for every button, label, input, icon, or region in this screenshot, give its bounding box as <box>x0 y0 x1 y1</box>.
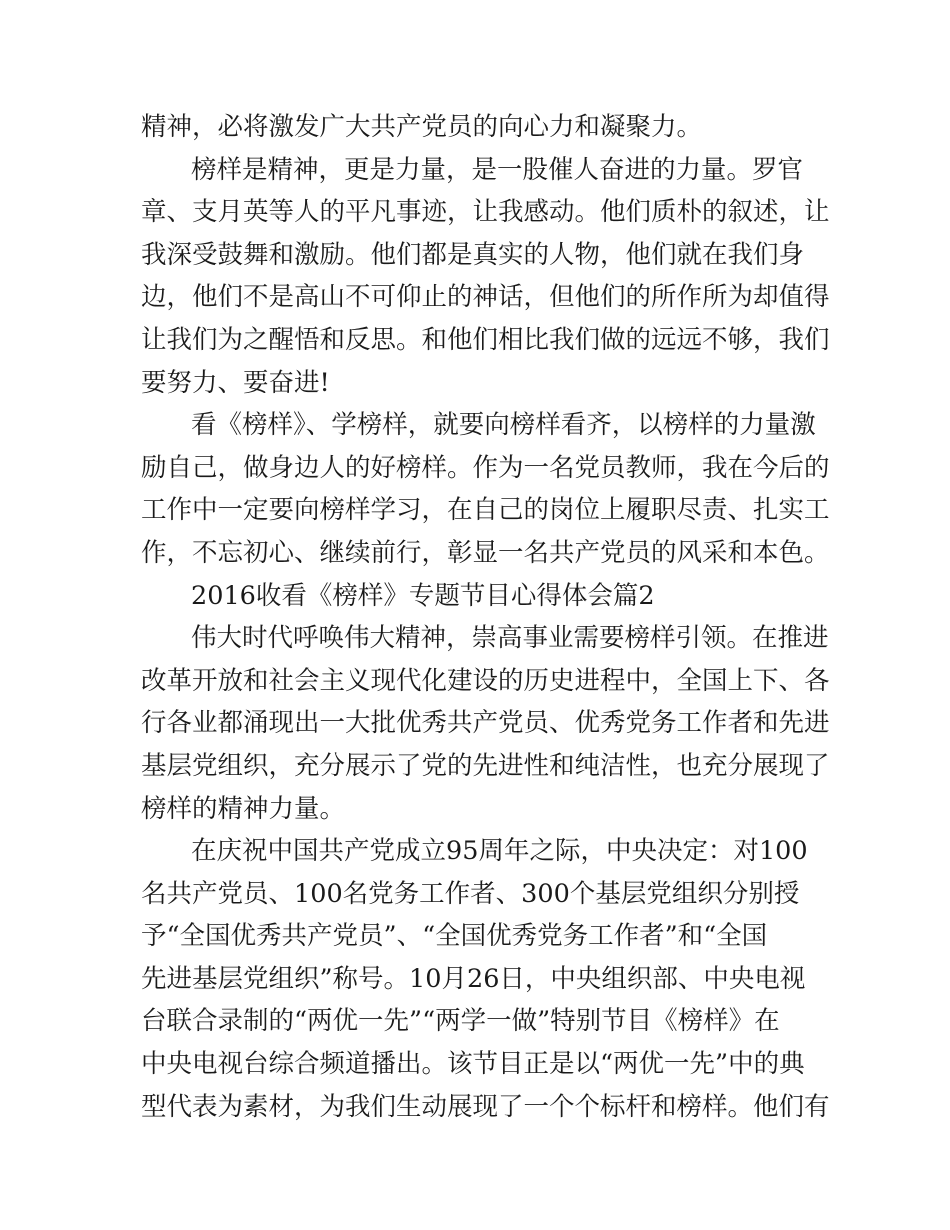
text-line: 工作中一定要向榜样学习，在自己的岗位上履职尽责、扎实工 <box>141 495 830 526</box>
text-line: 精神，必将激发广大共产党员的向心力和凝聚力。 <box>141 112 703 142</box>
text-line: 让我们为之醒悟和反思。和他们相比我们做的远远不够，我们 <box>141 324 830 355</box>
text-line: 伟大时代呼唤伟大精神，崇高事业需要榜样引领。在推进 <box>191 623 829 654</box>
text-line: 我深受鼓舞和激励。他们都是真实的人物，他们就在我们身 <box>141 239 805 270</box>
text-line: 基层党组织，充分展示了党的先进性和纯洁性，也充分展现了 <box>141 750 830 781</box>
text-line: 行各业都涌现出一大批优秀共产党员、优秀党务工作者和先进 <box>141 708 830 739</box>
text-line: 作，不忘初心、继续前行，彰显一名共产党员的风采和本色。 <box>141 537 830 568</box>
text-line: 予“全国优秀共产党员”、“全国优秀党务工作者”和“全国 <box>141 921 768 952</box>
text-line: 中央电视台综合频道播出。该节目正是以“两优一先”中的典 <box>141 1049 805 1080</box>
document-body <box>141 106 830 1128</box>
text-line: 在庆祝中国共产党成立95周年之际，中央决定：对100 <box>191 836 808 867</box>
text-line: 励自己，做身边人的好榜样。作为一名党员教师，我在今后的 <box>141 452 830 483</box>
text-line: 名共产党员、100名党务工作者、300个基层党组织分别授 <box>141 878 800 909</box>
text-line: 改革开放和社会主义现代化建设的历史进程中，全国上下、各 <box>141 665 830 696</box>
text-line: 型代表为素材，为我们生动展现了一个个标杆和榜样。他们有 <box>141 1091 830 1122</box>
text-line: 榜样的精神力量。 <box>141 793 346 824</box>
text-line: 章、支月英等人的平凡事迹，让我感动。他们质朴的叙述，让 <box>141 197 830 228</box>
text-line: 先进基层党组织”称号。10月26日，中央组织部、中央电视 <box>141 963 806 994</box>
section-heading: 2016收看《榜样》专题节目心得体会篇2 <box>191 580 655 611</box>
text-line: 要努力、要奋进! <box>141 367 330 398</box>
text-line: 榜样是精神，更是力量，是一股催人奋进的力量。罗官 <box>191 154 804 185</box>
text-line: 边，他们不是高山不可仰止的神话，但他们的所作所为却值得 <box>141 282 830 313</box>
text-line: 看《榜样》、学榜样，就要向榜样看齐，以榜样的力量激 <box>191 410 816 441</box>
text-line: 台联合录制的“两优一先”“两学一做”特别节目《榜样》在 <box>141 1006 780 1037</box>
